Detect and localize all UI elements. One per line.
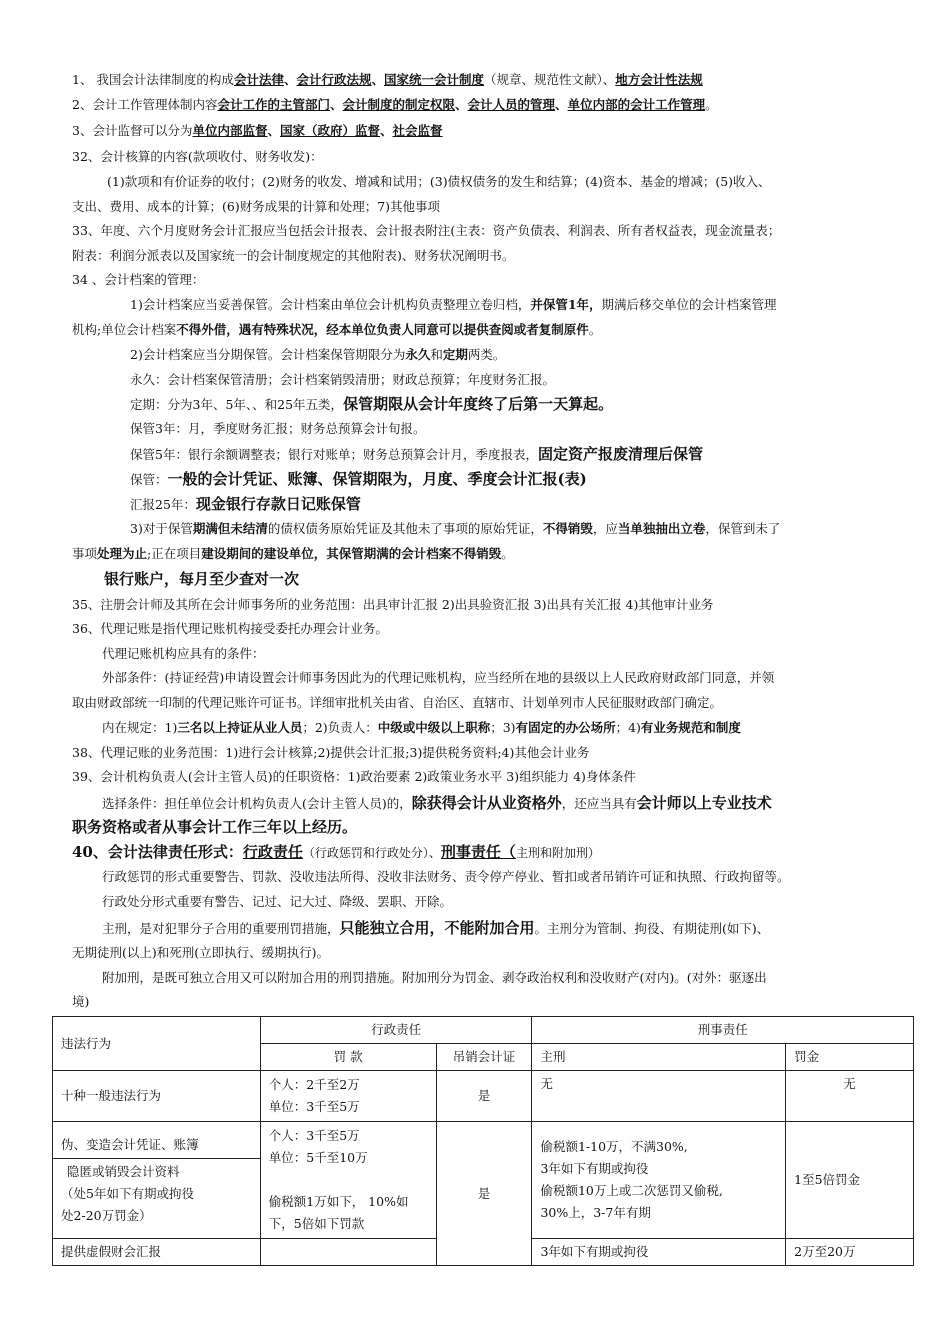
item-40-additional-a: 附加刑，是既可独立合用又可以附加合用的刑罚措施。附加刑分为罚金、剥夺政治权利和没收财产(对内)。(对外：驱逐出 [102,970,767,985]
header-criminal: 刑事责任 [532,1017,914,1044]
item-32-title: 32、会计核算的内容(款项收付、财务收发)： [72,149,323,164]
item-34-p2: 2)会计档案应当分期保管。会计档案保管期限分为永久和定期两类。 [130,347,506,362]
header-revoke: 吊销会计证 [436,1044,532,1071]
item-32-line-b: 支出、费用、成本的计算；(6)财务成果的计算和处理；7)其他事项 [72,199,441,214]
header-admin: 行政责任 [260,1017,532,1044]
cell-main: 无 [532,1071,786,1122]
item-40-admin-sanction: 行政处分形式重要有警告、记过、记大过、降级、罢职、开除。 [102,894,453,909]
item-40-additional-b: 境) [72,994,90,1009]
cell-act: 伪、变造会计凭证、账簿 隐匿或销毁会计资料 （处5年如下有期或拘役 处2-20万罚金） [53,1122,261,1239]
item-39-select-a: 选择条件：担任单位会计机构负责人(会计主管人员)的，除获得会计从业资格外，还应当具有会计师以上专业技术 [102,794,772,812]
cell-revoke: 是 [436,1071,532,1122]
item-36-external-a: 外部条件：(持证经营)申请设置会计师事务因此为的代理记账机构，应当经所在地的县级以上人民政府财政部门同意，并领 [102,670,775,685]
item-34-title: 34 、会计档案的管理： [72,272,205,287]
cell-fine: 个人：3千至5万 单位：5千至10万 偷税额1万如下， 10%如 下，5倍如下罚款 [260,1122,436,1239]
header-act: 违法行为 [53,1017,261,1071]
cell-act: 提供虚假财会汇报 [53,1239,261,1266]
item-34-p3-b: 事项处理为止;正在项目建设期间的建设单位，其保管期满的会计档案不得销毁。 [72,546,514,561]
cell-fine: 个人：2千至2万 单位：3千至5万 [260,1071,436,1122]
header-fine: 罚 款 [260,1044,436,1071]
item-36-internal: 内在规定：1)三名以上持证从业人员；2)负责人：中级或中级以上职称；3)有固定的办公场所；4)有业务规范和制度 [102,720,741,735]
liability-table [52,1016,914,1266]
cell-penalty: 1至5倍罚金 [786,1122,914,1239]
item-33-line-a: 33、年度、六个月度财务会计汇报应当包括会计报表、会计报表附注(主表：资产负债表、利润表、所有者权益表，现金流量表； [72,223,781,238]
term: 地方会计性法规 [615,72,703,87]
cell-main: 3年如下有期或拘役 [532,1239,786,1266]
item-38: 38、代理记账的业务范围：1)进行会计核算;2)提供会计汇报;3)提供税务资料;4)其他会计业务 [72,745,590,760]
item-34-bank: 银行账户，每月至少查对一次 [104,570,300,588]
item-39-select-b: 职务资格或者从事会计工作三年以上经历。 [72,818,358,836]
table-header-row [53,1017,914,1044]
item-34-periodic: 定期：分为3年、5年、、和25年五类，保管期限从会计年度终了后第一天算起。 [130,395,614,413]
item-36-external-b: 取由财政部统一印制的代理记账许可证书。详细审批机关由省、自治区、直辖市、计划单列市人民征服财政部门确定。 [72,695,723,710]
cell-revoke: 是 [436,1122,532,1266]
item-34-p3-a: 3)对于保管期满但未结清的债权债务原始凭证及其他未了事项的原始凭证，不得销毁，应当单独抽出立卷，保管到未了 [130,521,781,536]
item-2: 2、会计工作管理体制内容会计工作的主管部门、会计制度的制定权限、会计人员的管理、单位内部的会计工作管理。 [72,97,718,112]
term: 国家统一会计制度 [384,72,485,87]
cell-penalty: 无 [786,1071,914,1122]
item-40-admin-penalty: 行政惩罚的形式重要警告、罚款、没收违法所得、没收非法财务、责令停产停业、暂扣或者吊销许可证和执照、行政拘留等。 [102,869,790,884]
term: 会计行政法规 [296,72,372,87]
item-35: 35、注册会计师及其所在会计师事务所的业务范围：出具审计汇报 2)出具验资汇报 3)出具有关汇报 4)其他审计业务 [72,597,714,612]
table-row [53,1122,914,1239]
cell-penalty: 2万至20万 [786,1239,914,1266]
item-34-permanent: 永久：会计档案保管清册；会计档案销毁清册；财政总预算；年度财务汇报。 [130,372,556,387]
item-34-25year: 汇报25年：现金银行存款日记账保管 [130,495,361,513]
item-39-title: 39、会计机构负责人(会计主管人员)的任职资格：1)政治要素 2)政策业务水平 3)组织能力 4)身体条件 [72,769,636,784]
header-main: 主刑 [532,1044,786,1071]
item-32-line-a: (1)款项和有价证券的收付；(2)财务的收发、增减和试用；(3)债权债务的发生和结算；(4)资本、基金的增减；(5)收入、 [107,174,771,189]
item-36-title: 36、代理记账是指代理记账机构接受委托办理会计业务。 [72,621,388,636]
item-3: 3、会计监督可以分为单位内部监督、国家（政府）监督、社会监督 [72,123,443,138]
cell-fine [260,1239,436,1266]
cell-main: 偷税额1-10万，不满30%, 3年如下有期或拘役 偷税额10万上或二次惩罚又偷税, 30%上，3-7年有期 [532,1122,786,1239]
term: 会计法律 [233,72,284,87]
item-1: 1、 我国会计法律制度的构成会计法律、会计行政法规、国家统一会计制度（规章、规范性文献）、地方会计性法规 [72,72,703,87]
item-36-conditions: 代理记账机构应具有的条件： [102,646,265,661]
item-34-5year: 保管5年：银行余额调整表；银行对账单；财务总预算会计月，季度报表，固定资产报废清理后保管 [130,445,703,463]
table-row [53,1071,914,1122]
header-penalty: 罚金 [786,1044,914,1071]
item-34-3year: 保管3年：月，季度财务汇报；财务总预算会计旬报。 [130,421,426,436]
item-40-main-b: 无期徒刑(以上)和死刑(立即执行、缓期执行)。 [72,945,330,960]
item-34-p1-b: 机构;单位会计档案不得外借，遇有特殊状况，经本单位负责人同意可以提供查阅或者复制原件。 [72,322,602,337]
item-33-line-b: 附表：利润分派表以及国家统一的会计制度规定的其他附表)、财务状况阐明书。 [72,248,515,263]
item-34-15year: 保管：一般的会计凭证、账簿、保管期限为，月度、季度会计汇报(表) [130,470,587,488]
cell-act: 十种一般违法行为 [53,1071,261,1122]
item-40-title: 40、会计法律责任形式：行政责任（行政惩罚和行政处分）、刑事责任（主刑和附加刑） [72,843,600,861]
item-34-p1-a: 1)会计档案应当妥善保管。会计档案由单位会计机构负责整理立卷归档，并保管1年，期满后移交单位的会计档案管理 [130,297,777,312]
item-40-main-a: 主刑，是对犯罪分子合用的重要刑罚措施，只能独立合用，不能附加合用。主刑分为管制、拘役、有期徒刑(如下)、 [102,919,770,937]
